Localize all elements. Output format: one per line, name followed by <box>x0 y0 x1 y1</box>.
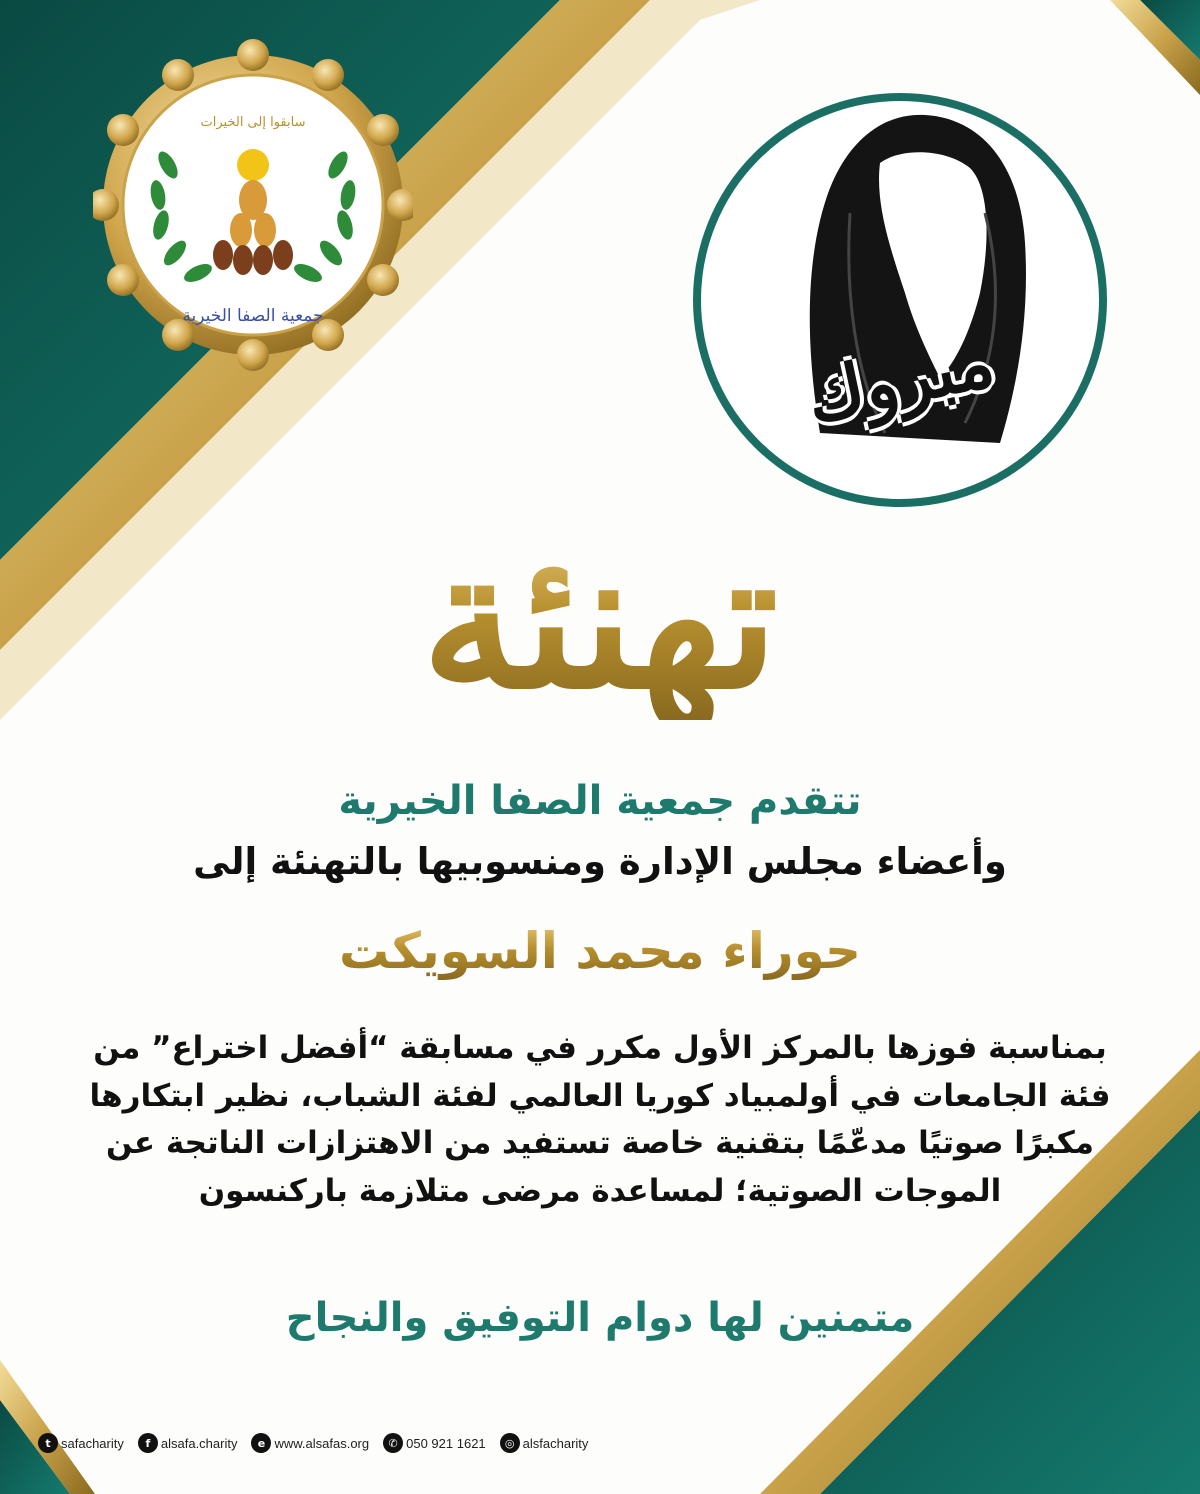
whatsapp-icon: ✆ <box>383 1433 403 1453</box>
headline-title: تهنئة <box>0 520 1200 720</box>
footer-facebook[interactable] <box>138 1433 238 1453</box>
footer-website[interactable] <box>251 1433 369 1453</box>
honoree-name: حوراء محمد السويكت <box>0 922 1200 980</box>
contact-footer <box>38 1433 588 1453</box>
organization-line: تتقدم جمعية الصفا الخيرية <box>338 778 862 824</box>
footer-twitter[interactable] <box>38 1433 124 1453</box>
facebook-icon: f <box>138 1433 158 1453</box>
footer-instagram[interactable] <box>500 1433 589 1453</box>
seal-motto: سابقوا إلى الخيرات <box>200 115 306 130</box>
instagram-icon: ◎ <box>500 1433 520 1453</box>
footer-whatsapp-text: 050 921 1621 <box>406 1435 486 1451</box>
members-line: وأعضاء مجلس الإدارة ومنسوبيها بالتهنئة إلى <box>193 840 1007 883</box>
seal-name: جمعية الصفا الخيرية <box>182 306 324 326</box>
footer-twitter-text: safacharity <box>61 1435 124 1451</box>
twitter-icon: t <box>38 1433 58 1453</box>
footer-facebook-text: alsafa.charity <box>160 1435 238 1451</box>
portrait-frame <box>685 93 1125 513</box>
footer-instagram-text: alsfacharity <box>522 1435 589 1451</box>
footer-whatsapp[interactable] <box>383 1433 486 1453</box>
hijab-silhouette-icon <box>685 93 1125 513</box>
charity-seal <box>93 35 413 375</box>
occasion-text: بمناسبة فوزها بالمركز الأول مكرر في مسابقة “أفضل اختراع” من فئة الجامعات في أولمبياد كوريا العالمي لفئة الشباب، نظير ابتكارها مكبرًا صوتيًا مدعّمًا بتقنية خاصة تستفيد من الاهتزازات الناتجة عن الموجات الصوتية؛ لمساعدة مرضى متلازمة باركنسون <box>89 1030 1111 1210</box>
wish-line: متمنين لها دوام التوفيق والنجاح <box>285 1295 915 1341</box>
web-icon: e <box>251 1433 271 1453</box>
footer-website-text: www.alsafas.org <box>274 1435 370 1451</box>
mabrook-badge: مبروك <box>799 319 1001 440</box>
